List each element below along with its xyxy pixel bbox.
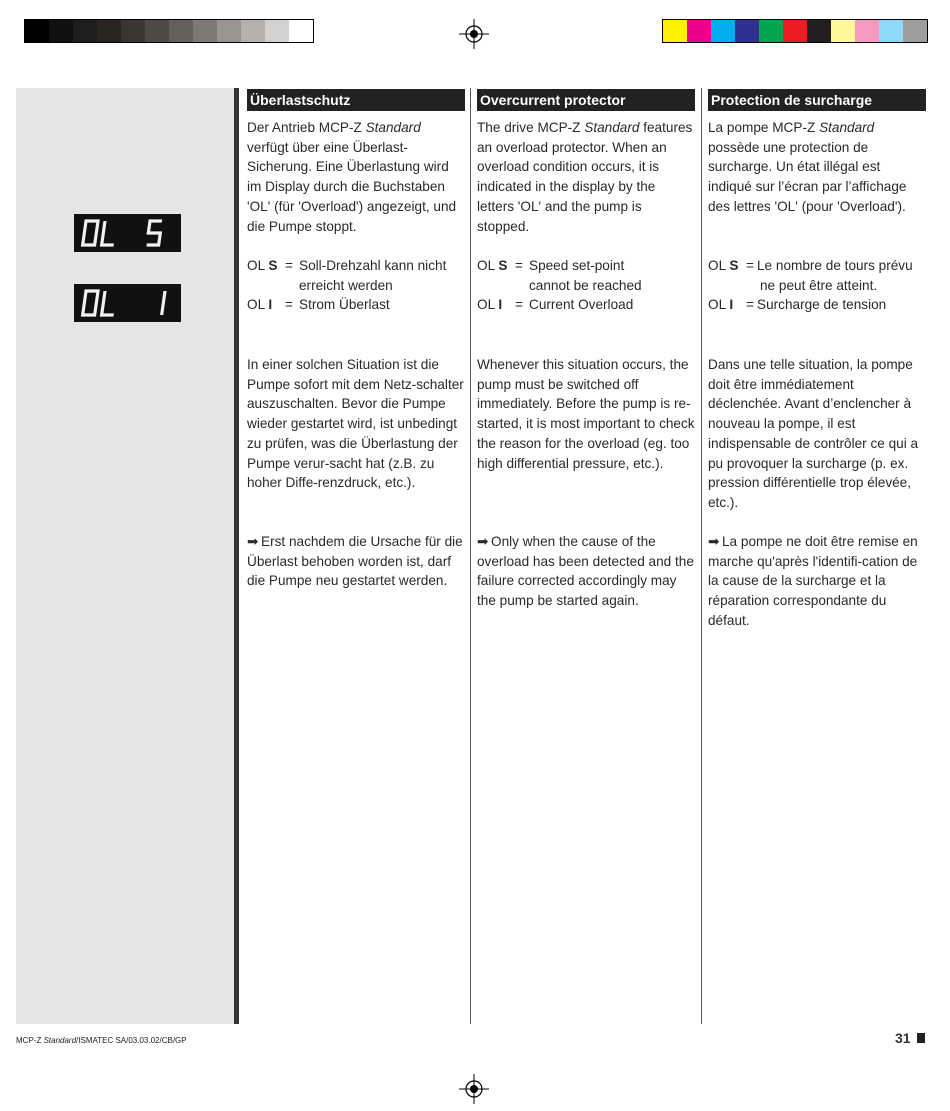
column-header bbox=[477, 89, 695, 111]
ol-letter: S bbox=[729, 258, 739, 273]
intro-text-rest: verfügt über eine Überlast-Sicherung. Eine Überlastung wird im Display durch die Buchstaben 'OL' (für 'Overload') angezeigt, und die Pumpe stoppt. bbox=[247, 139, 457, 234]
note-paragraph bbox=[247, 532, 465, 591]
column-header-text: Overcurrent protector bbox=[480, 92, 626, 108]
color-swatch bbox=[807, 20, 831, 42]
intro-italic: Standard bbox=[819, 120, 875, 135]
ol-i-description: Current Overload bbox=[529, 297, 634, 313]
ol-equals: = bbox=[746, 297, 754, 313]
footer-prefix: MCP-Z bbox=[16, 1036, 44, 1045]
grayscale-swatch bbox=[169, 20, 193, 42]
grayscale-swatch bbox=[121, 20, 145, 42]
right-arrow-icon: ➡ bbox=[477, 534, 489, 549]
intro-paragraph bbox=[708, 118, 926, 217]
ol-s-row bbox=[247, 256, 465, 276]
ol-code: OL bbox=[477, 297, 499, 313]
ol-code: OL bbox=[247, 258, 269, 273]
ol-code: OL bbox=[477, 258, 499, 273]
ol-s-continuation-row bbox=[247, 276, 465, 296]
color-swatch bbox=[879, 20, 903, 42]
intro-text-rest: features an overload protector. When an overload condition occurs, it is indicated in the display by the letters 'OL' and the pump is stopped. bbox=[477, 120, 693, 234]
footer-italic: Standard bbox=[43, 1036, 77, 1045]
column-header-text: Überlastschutz bbox=[250, 92, 351, 108]
lcd-text-ol-s: OL S bbox=[74, 214, 77, 215]
column-german bbox=[247, 89, 465, 589]
ol-codes-block bbox=[708, 256, 926, 315]
ol-s-continuation: cannot be reached bbox=[529, 277, 642, 293]
ol-i-description: Strom Überlast bbox=[299, 297, 390, 313]
note-paragraph bbox=[477, 532, 695, 611]
ol-s-description: Soll-Drehzahl kann nicht bbox=[299, 258, 447, 273]
column-french bbox=[708, 89, 926, 628]
footer-suffix: /ISMATEC SA/03.03.02/CB/GP bbox=[76, 1036, 187, 1045]
ol-letter: I bbox=[729, 297, 734, 313]
color-swatch bbox=[903, 20, 927, 42]
column-divider bbox=[701, 88, 702, 1024]
color-swatch bbox=[663, 20, 687, 42]
intro-text: The drive MCP-Z bbox=[477, 120, 585, 135]
ol-letter: I bbox=[498, 297, 503, 313]
note-text: La pompe ne doit être remise en marche qu'après l'identifi-cation de la cause de la surcharge et la réparation correspondante du défaut. bbox=[708, 534, 918, 628]
ol-equals: = bbox=[515, 297, 523, 313]
intro-paragraph bbox=[477, 118, 695, 236]
ol-letter: S bbox=[268, 258, 278, 273]
ol-s-continuation: ne peut être atteint. bbox=[760, 277, 878, 293]
intro-text-rest: possède une protection de surcharge. Un état illégal est indiqué sur l’écran par l’affichage des lettres 'OL' (pour 'Overload'). bbox=[708, 139, 907, 214]
situation-paragraph: Whenever this situation occurs, the pump must be switched off immediately. Before the pump is re-started, it is most important to check the reason for the overload (eg. too high differential pressure, etc.). bbox=[477, 357, 695, 471]
lcd-segments-ol-s bbox=[74, 214, 181, 252]
grayscale-swatch bbox=[145, 20, 169, 42]
ol-s-description: Le nombre de tours prévu bbox=[757, 258, 913, 273]
grayscale-swatch bbox=[217, 20, 241, 42]
grayscale-swatch bbox=[265, 20, 289, 42]
color-swatch bbox=[687, 20, 711, 42]
right-arrow-icon: ➡ bbox=[247, 534, 259, 549]
ol-i-description: Surcharge de tension bbox=[757, 297, 887, 313]
ol-code: OL bbox=[708, 297, 730, 313]
ol-s-row bbox=[708, 256, 926, 276]
ol-equals: = bbox=[746, 258, 754, 273]
intro-text: La pompe MCP-Z bbox=[708, 120, 820, 135]
lcd-text-ol-i: OL I bbox=[74, 284, 76, 285]
ol-i-row bbox=[477, 295, 695, 315]
ol-letter: S bbox=[498, 258, 508, 273]
ol-s-continuation-row bbox=[708, 276, 926, 296]
color-calibration-bar bbox=[662, 19, 928, 43]
column-english bbox=[477, 89, 695, 609]
page-number: 31 bbox=[895, 1030, 911, 1046]
right-arrow-icon: ➡ bbox=[708, 534, 720, 549]
registration-crosshair-icon bbox=[459, 19, 489, 49]
grayscale-swatch bbox=[241, 20, 265, 42]
ol-s-continuation: erreicht werden bbox=[299, 277, 393, 293]
grayscale-swatch bbox=[193, 20, 217, 42]
ol-code: OL bbox=[708, 258, 730, 273]
ol-codes-block bbox=[247, 256, 465, 315]
sidebar-rule bbox=[234, 88, 239, 1024]
column-divider bbox=[470, 88, 471, 1024]
ol-i-row bbox=[247, 295, 465, 315]
ol-code: OL bbox=[247, 297, 269, 313]
footer-document-id bbox=[16, 1036, 187, 1045]
grayscale-swatch bbox=[73, 20, 97, 42]
color-swatch bbox=[783, 20, 807, 42]
intro-italic: Standard bbox=[584, 120, 640, 135]
note-text: Only when the cause of the overload has been detected and the failure corrected accordingly may the pump be started again. bbox=[477, 534, 694, 609]
situation-paragraph: In einer solchen Situation ist die Pumpe sofort mit dem Netz-schalter auszuschalten. Bevor die Pumpe wieder gestartet wird, ist unbedingt zu prüfen, was die Überlastung der Pumpe verur-sacht hat (z.B. zu hoher Diffe-renzdruck, etc.). bbox=[247, 357, 464, 491]
note-text: Erst nachdem die Ursache für die Überlast behoben worden ist, darf die Pumpe neu gestartet werden. bbox=[247, 534, 463, 589]
ol-letter: I bbox=[268, 297, 273, 313]
grayscale-swatch bbox=[97, 20, 121, 42]
column-header bbox=[247, 89, 465, 111]
intro-italic: Standard bbox=[365, 120, 421, 135]
ol-codes-block bbox=[477, 256, 695, 315]
grayscale-calibration-bar bbox=[24, 19, 314, 43]
intro-paragraph bbox=[247, 118, 465, 236]
column-header bbox=[708, 89, 926, 111]
situation-paragraph: Dans une telle situation, la pompe doit être immédiatement déclenchée. Avant d’enclencher à nouveau la pompe, il est indispensable de contrôler ce qui a pu provoquer la surcharge (p. ex. pression différentielle trop élevée, etc.). bbox=[708, 357, 919, 510]
registration-crosshair-icon bbox=[459, 1074, 489, 1104]
ol-equals: = bbox=[515, 258, 523, 273]
lcd-segments-ol-i bbox=[74, 284, 181, 322]
color-swatch bbox=[735, 20, 759, 42]
ol-s-row bbox=[477, 256, 695, 276]
page-marker bbox=[917, 1033, 925, 1043]
color-swatch bbox=[711, 20, 735, 42]
color-swatch bbox=[831, 20, 855, 42]
ol-i-row bbox=[708, 295, 926, 315]
grayscale-swatch bbox=[49, 20, 73, 42]
note-paragraph bbox=[708, 532, 926, 631]
color-swatch bbox=[759, 20, 783, 42]
ol-s-continuation-row bbox=[477, 276, 695, 296]
lcd-display-ol-s bbox=[74, 214, 181, 252]
color-swatch bbox=[855, 20, 879, 42]
grayscale-swatch bbox=[25, 20, 49, 42]
column-header-text: Protection de surcharge bbox=[711, 92, 873, 108]
ol-equals: = bbox=[285, 258, 293, 273]
ol-equals: = bbox=[285, 297, 293, 313]
intro-text: Der Antrieb MCP-Z bbox=[247, 120, 366, 135]
grayscale-swatch bbox=[289, 20, 313, 42]
ol-s-description: Speed set-point bbox=[529, 258, 625, 273]
lcd-display-ol-i bbox=[74, 284, 181, 322]
